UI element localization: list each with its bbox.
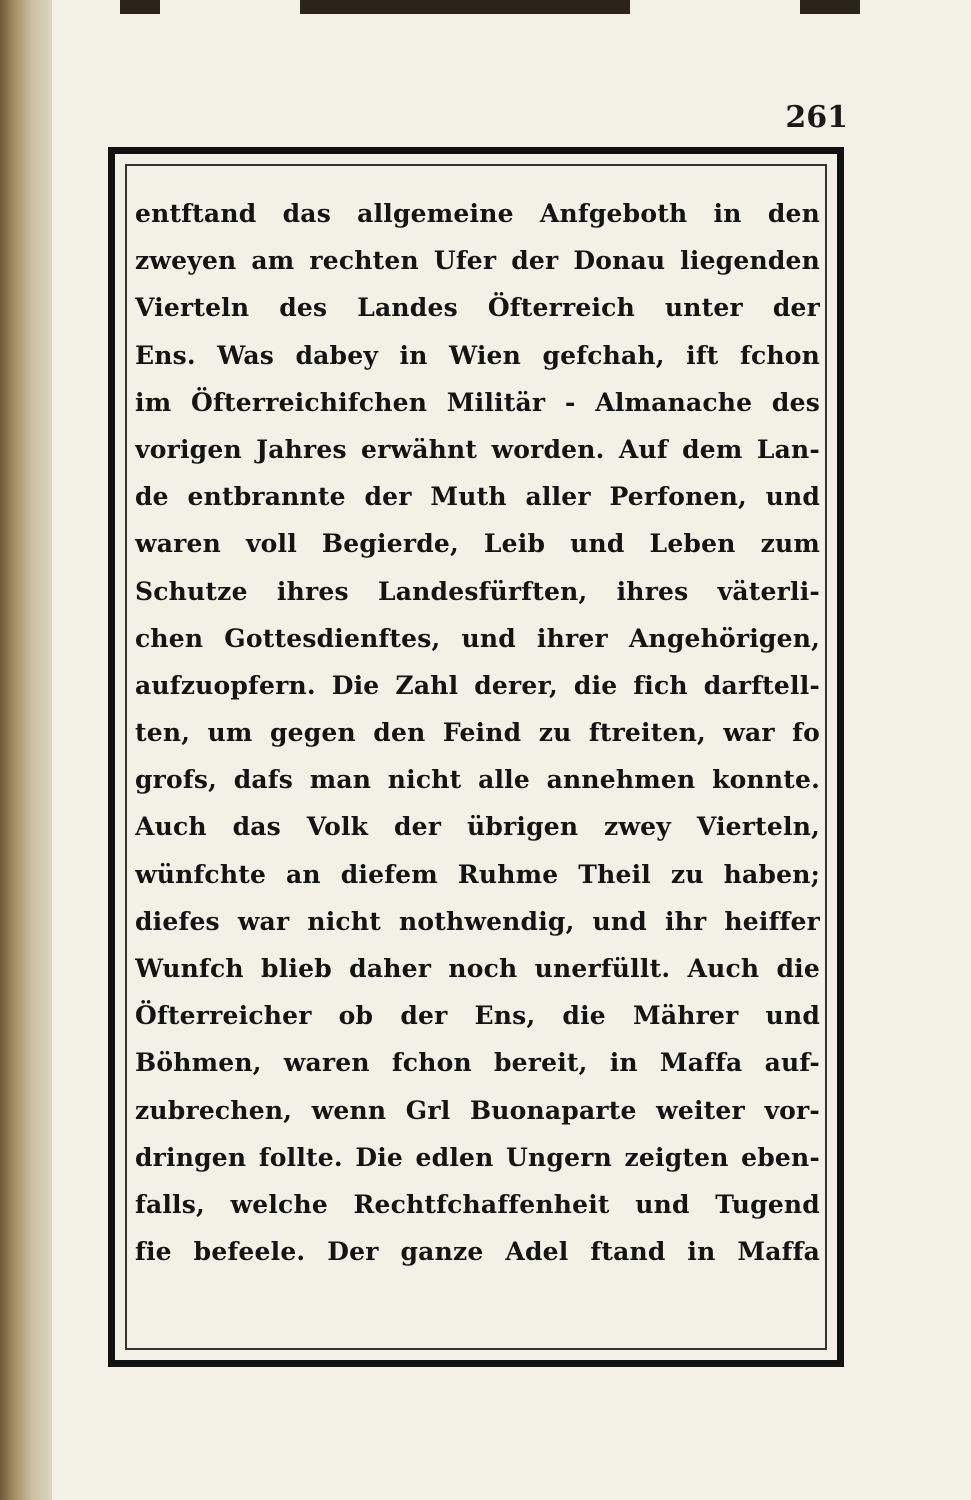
text-line: Böhmen, waren fchon bereit, in Maffa auf-: [135, 1048, 820, 1078]
top-edge-mark: [800, 0, 860, 14]
text-line: im Öfterreichifchen Militär - Almanache des: [135, 387, 820, 417]
text-line: aufzuopfern. Die Zahl derer, die fich darftell-: [135, 670, 820, 700]
book-spine-edge: [0, 0, 52, 1500]
text-line: dringen follte. Die edlen Ungern zeigten eben-: [135, 1142, 820, 1172]
text-line: zweyen am rechten Ufer der Donau liegenden: [135, 246, 820, 276]
page-number: 261: [785, 100, 848, 135]
text-line: de entbrannte der Muth aller Perfonen, und: [135, 482, 820, 512]
top-edge-mark: [120, 0, 160, 14]
text-line: Schutze ihres Landesfürften, ihres väterli-: [135, 576, 820, 606]
text-line: zubrechen, wenn Grl Buonaparte weiter vor-: [135, 1095, 820, 1125]
text-line: Vierteln des Landes Öfterreich unter der: [135, 293, 820, 323]
text-line: waren voll Begierde, Leib und Leben zum: [135, 529, 820, 559]
text-line: Wunfch blieb daher noch unerfüllt. Auch die: [135, 954, 820, 983]
text-line: chen Gottesdienftes, und ihrer Angehörigen,: [135, 623, 820, 653]
text-line: ten, um gegen den Feind zu ftreiten, war fo: [135, 718, 820, 748]
text-line: fie befeele. Der ganze Adel ftand in Maffa: [135, 1237, 820, 1267]
body-text: [135, 190, 820, 1275]
text-line: Ens. Was dabey in Wien gefchah, ift fchon: [135, 340, 820, 370]
text-line: Öfterreicher ob der Ens, die Mährer und: [135, 1001, 820, 1031]
text-line: wünfchte an diefem Ruhme Theil zu haben;: [135, 859, 820, 889]
text-line: entftand das allgemeine Anfgeboth in den: [135, 199, 820, 228]
text-line: grofs, dafs man nicht alle annehmen konnte.: [135, 765, 820, 795]
text-line: diefes war nicht nothwendig, und ihr heiffer: [135, 906, 820, 936]
text-line: vorigen Jahres erwähnt worden. Auf dem Lan-: [135, 434, 820, 464]
top-edge-mark: [300, 0, 630, 14]
text-line: Auch das Volk der übrigen zwey Vierteln,: [135, 812, 820, 842]
text-line: falls, welche Rechtfchaffenheit und Tugend: [135, 1189, 820, 1219]
